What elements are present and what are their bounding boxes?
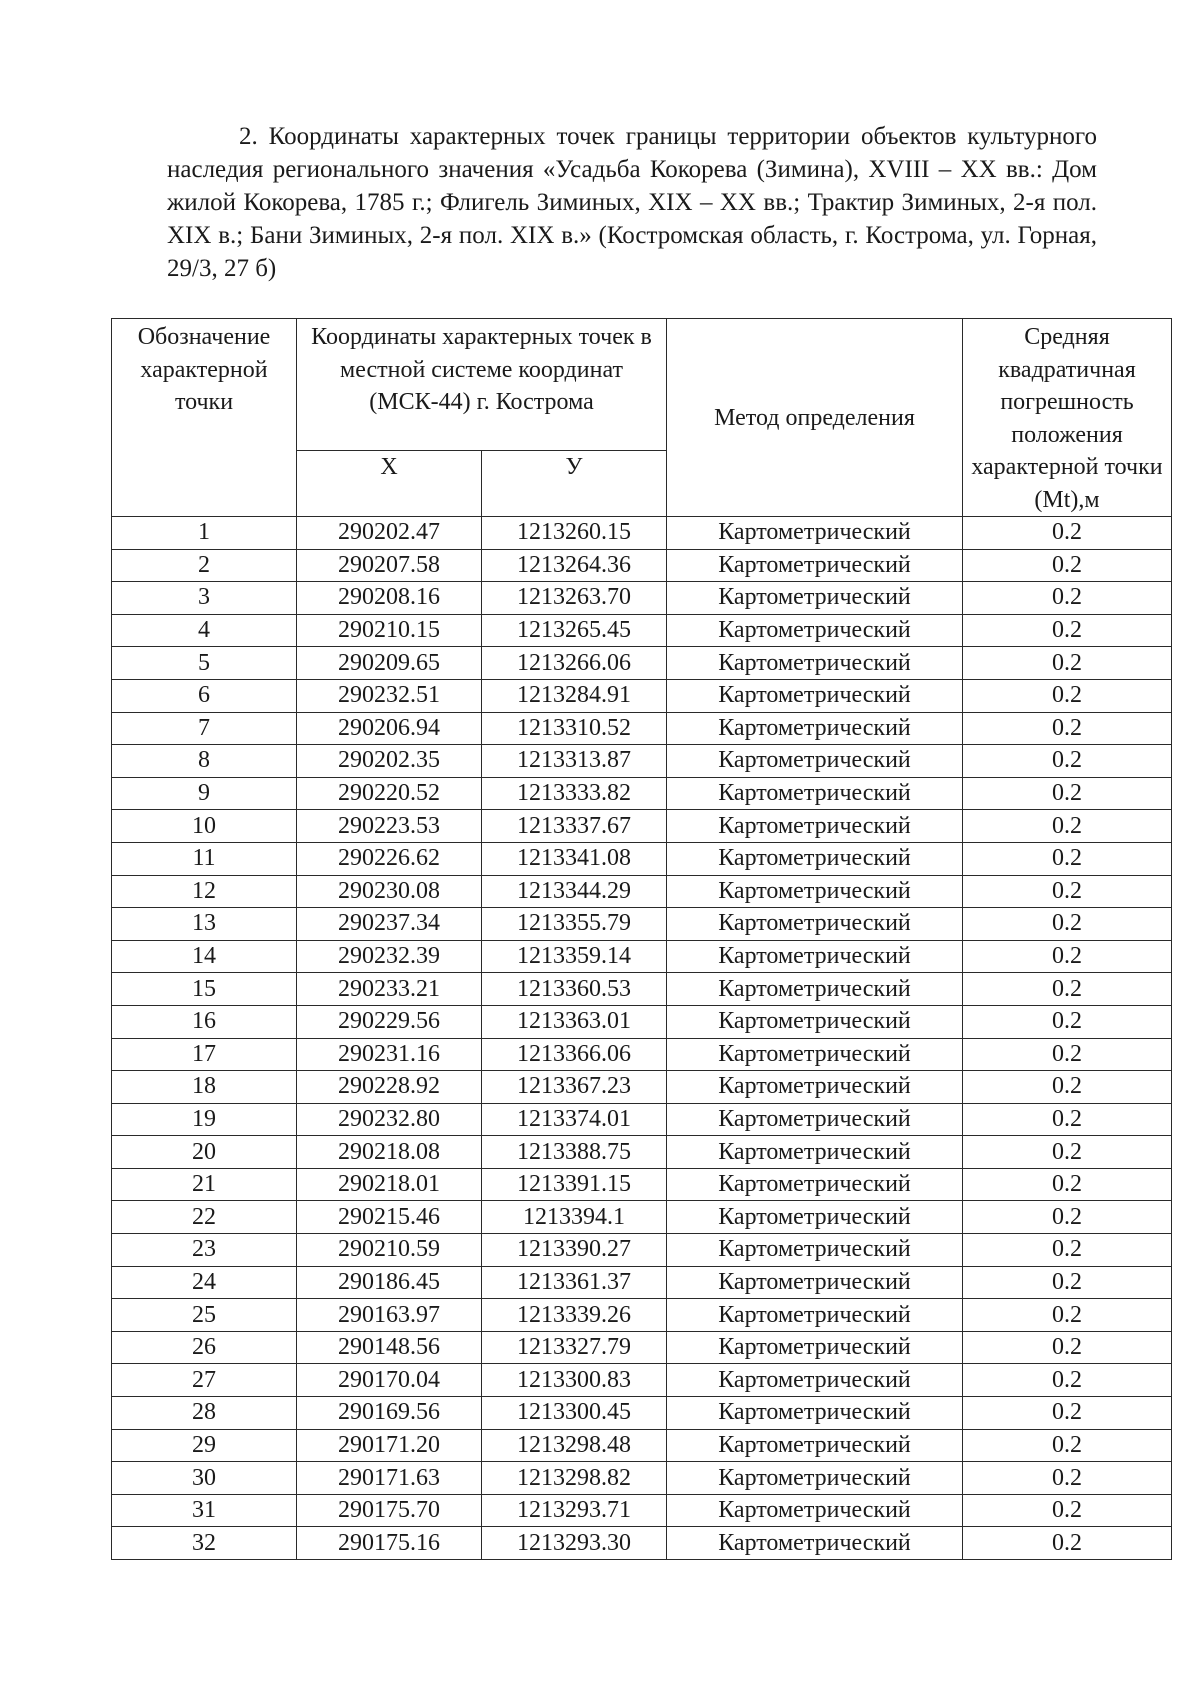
point-number-cell: 12 xyxy=(112,875,297,908)
x-coordinate-cell: 290232.80 xyxy=(297,1103,482,1136)
x-coordinate-cell: 290206.94 xyxy=(297,712,482,745)
error-cell: 0.2 xyxy=(963,1201,1172,1234)
method-cell: Картометрический xyxy=(667,745,963,778)
table-row xyxy=(112,973,1172,1006)
x-coordinate-cell: 290171.63 xyxy=(297,1462,482,1495)
method-cell: Картометрический xyxy=(667,1494,963,1527)
header-point: Обозначение характерной точки xyxy=(112,319,297,517)
x-coordinate-cell: 290230.08 xyxy=(297,875,482,908)
error-cell: 0.2 xyxy=(963,1429,1172,1462)
table-row xyxy=(112,875,1172,908)
point-number-cell: 14 xyxy=(112,940,297,973)
table-row xyxy=(112,1201,1172,1234)
point-number-cell: 4 xyxy=(112,614,297,647)
y-coordinate-cell: 1213367.23 xyxy=(482,1071,667,1104)
y-coordinate-cell: 1213310.52 xyxy=(482,712,667,745)
y-coordinate-cell: 1213333.82 xyxy=(482,777,667,810)
method-cell: Картометрический xyxy=(667,712,963,745)
y-coordinate-cell: 1213313.87 xyxy=(482,745,667,778)
x-coordinate-cell: 290229.56 xyxy=(297,1005,482,1038)
x-coordinate-cell: 290210.59 xyxy=(297,1234,482,1267)
error-cell: 0.2 xyxy=(963,582,1172,615)
y-coordinate-cell: 1213394.1 xyxy=(482,1201,667,1234)
error-cell: 0.2 xyxy=(963,1234,1172,1267)
header-method: Метод определения xyxy=(667,319,963,517)
y-coordinate-cell: 1213293.30 xyxy=(482,1527,667,1560)
y-coordinate-cell: 1213300.45 xyxy=(482,1397,667,1430)
method-cell: Картометрический xyxy=(667,549,963,582)
table-row xyxy=(112,908,1172,941)
method-cell: Картометрический xyxy=(667,940,963,973)
y-coordinate-cell: 1213391.15 xyxy=(482,1168,667,1201)
point-number-cell: 5 xyxy=(112,647,297,680)
method-cell: Картометрический xyxy=(667,1005,963,1038)
point-number-cell: 24 xyxy=(112,1266,297,1299)
point-number-cell: 28 xyxy=(112,1397,297,1430)
header-coordinates: Координаты характерных точек в местной системе координат (МСК-44) г. Кострома xyxy=(297,319,667,451)
point-number-cell: 15 xyxy=(112,973,297,1006)
error-cell: 0.2 xyxy=(963,842,1172,875)
error-cell: 0.2 xyxy=(963,1168,1172,1201)
error-cell: 0.2 xyxy=(963,517,1172,550)
y-coordinate-cell: 1213355.79 xyxy=(482,908,667,941)
x-coordinate-cell: 290215.46 xyxy=(297,1201,482,1234)
x-coordinate-cell: 290169.56 xyxy=(297,1397,482,1430)
error-cell: 0.2 xyxy=(963,1527,1172,1560)
table-row xyxy=(112,1136,1172,1169)
point-number-cell: 27 xyxy=(112,1364,297,1397)
table-row xyxy=(112,1038,1172,1071)
x-coordinate-cell: 290233.21 xyxy=(297,973,482,1006)
point-number-cell: 6 xyxy=(112,679,297,712)
method-cell: Картометрический xyxy=(667,1201,963,1234)
x-coordinate-cell: 290231.16 xyxy=(297,1038,482,1071)
point-number-cell: 1 xyxy=(112,517,297,550)
error-cell: 0.2 xyxy=(963,1462,1172,1495)
error-cell: 0.2 xyxy=(963,1136,1172,1169)
table-row xyxy=(112,647,1172,680)
y-coordinate-cell: 1213265.45 xyxy=(482,614,667,647)
y-coordinate-cell: 1213298.48 xyxy=(482,1429,667,1462)
method-cell: Картометрический xyxy=(667,1266,963,1299)
error-cell: 0.2 xyxy=(963,1071,1172,1104)
error-cell: 0.2 xyxy=(963,712,1172,745)
method-cell: Картометрический xyxy=(667,842,963,875)
coordinates-table xyxy=(111,318,1172,1560)
error-cell: 0.2 xyxy=(963,875,1172,908)
point-number-cell: 9 xyxy=(112,777,297,810)
point-number-cell: 17 xyxy=(112,1038,297,1071)
x-coordinate-cell: 290209.65 xyxy=(297,647,482,680)
y-coordinate-cell: 1213374.01 xyxy=(482,1103,667,1136)
method-cell: Картометрический xyxy=(667,973,963,1006)
point-number-cell: 30 xyxy=(112,1462,297,1495)
y-coordinate-cell: 1213293.71 xyxy=(482,1494,667,1527)
header-y: У xyxy=(482,451,667,517)
x-coordinate-cell: 290175.16 xyxy=(297,1527,482,1560)
y-coordinate-cell: 1213284.91 xyxy=(482,679,667,712)
method-cell: Картометрический xyxy=(667,517,963,550)
table-row xyxy=(112,1103,1172,1136)
table-row xyxy=(112,777,1172,810)
point-number-cell: 20 xyxy=(112,1136,297,1169)
x-coordinate-cell: 290218.08 xyxy=(297,1136,482,1169)
method-cell: Картометрический xyxy=(667,1168,963,1201)
table-row xyxy=(112,940,1172,973)
method-cell: Картометрический xyxy=(667,1364,963,1397)
method-cell: Картометрический xyxy=(667,647,963,680)
x-coordinate-cell: 290218.01 xyxy=(297,1168,482,1201)
x-coordinate-cell: 290232.51 xyxy=(297,679,482,712)
table-row xyxy=(112,1299,1172,1332)
method-cell: Картометрический xyxy=(667,908,963,941)
table-row xyxy=(112,517,1172,550)
method-cell: Картометрический xyxy=(667,614,963,647)
error-cell: 0.2 xyxy=(963,1299,1172,1332)
y-coordinate-cell: 1213260.15 xyxy=(482,517,667,550)
point-number-cell: 3 xyxy=(112,582,297,615)
table-header xyxy=(112,319,1172,517)
table-row xyxy=(112,614,1172,647)
table-row xyxy=(112,745,1172,778)
method-cell: Картометрический xyxy=(667,1038,963,1071)
error-cell: 0.2 xyxy=(963,940,1172,973)
header-error: Средняя квадратичная погрешность положения характерной точки (Mt),м xyxy=(963,319,1172,517)
error-cell: 0.2 xyxy=(963,908,1172,941)
error-cell: 0.2 xyxy=(963,745,1172,778)
point-number-cell: 18 xyxy=(112,1071,297,1104)
error-cell: 0.2 xyxy=(963,647,1172,680)
point-number-cell: 21 xyxy=(112,1168,297,1201)
y-coordinate-cell: 1213390.27 xyxy=(482,1234,667,1267)
error-cell: 0.2 xyxy=(963,614,1172,647)
y-coordinate-cell: 1213363.01 xyxy=(482,1005,667,1038)
y-coordinate-cell: 1213300.83 xyxy=(482,1364,667,1397)
method-cell: Картометрический xyxy=(667,1234,963,1267)
method-cell: Картометрический xyxy=(667,1397,963,1430)
point-number-cell: 19 xyxy=(112,1103,297,1136)
y-coordinate-cell: 1213341.08 xyxy=(482,842,667,875)
point-number-cell: 32 xyxy=(112,1527,297,1560)
error-cell: 0.2 xyxy=(963,1005,1172,1038)
intro-text: 2. Координаты характерных точек границы территории объектов культурного наследия регионального значения «Усадьба Кокорева (Зимина), XVIII – XX вв.: Дом жилой Кокорева, 1785 г.; Флигель Зиминых, XIX – XX вв.; Трактир Зиминых, 2-я пол. XIX в.; Бани Зиминых, 2-я пол. XIX в.» (Костромская область, г. Кострома, ул. Горная, 29/3, 27 б) xyxy=(167,123,1097,282)
y-coordinate-cell: 1213264.36 xyxy=(482,549,667,582)
x-coordinate-cell: 290175.70 xyxy=(297,1494,482,1527)
error-cell: 0.2 xyxy=(963,1397,1172,1430)
point-number-cell: 31 xyxy=(112,1494,297,1527)
y-coordinate-cell: 1213360.53 xyxy=(482,973,667,1006)
method-cell: Картометрический xyxy=(667,1136,963,1169)
method-cell: Картометрический xyxy=(667,1071,963,1104)
y-coordinate-cell: 1213388.75 xyxy=(482,1136,667,1169)
x-coordinate-cell: 290237.34 xyxy=(297,908,482,941)
method-cell: Картометрический xyxy=(667,1527,963,1560)
y-coordinate-cell: 1213263.70 xyxy=(482,582,667,615)
table-row xyxy=(112,679,1172,712)
method-cell: Картометрический xyxy=(667,582,963,615)
x-coordinate-cell: 290220.52 xyxy=(297,777,482,810)
table-row xyxy=(112,1527,1172,1560)
error-cell: 0.2 xyxy=(963,549,1172,582)
x-coordinate-cell: 290210.15 xyxy=(297,614,482,647)
x-coordinate-cell: 290232.39 xyxy=(297,940,482,973)
point-number-cell: 29 xyxy=(112,1429,297,1462)
table-row xyxy=(112,1364,1172,1397)
method-cell: Картометрический xyxy=(667,1299,963,1332)
y-coordinate-cell: 1213361.37 xyxy=(482,1266,667,1299)
x-coordinate-cell: 290170.04 xyxy=(297,1364,482,1397)
method-cell: Картометрический xyxy=(667,875,963,908)
y-coordinate-cell: 1213339.26 xyxy=(482,1299,667,1332)
error-cell: 0.2 xyxy=(963,1364,1172,1397)
x-coordinate-cell: 290202.35 xyxy=(297,745,482,778)
table-row xyxy=(112,842,1172,875)
y-coordinate-cell: 1213298.82 xyxy=(482,1462,667,1495)
point-number-cell: 16 xyxy=(112,1005,297,1038)
table-row xyxy=(112,1168,1172,1201)
point-number-cell: 10 xyxy=(112,810,297,843)
x-coordinate-cell: 290202.47 xyxy=(297,517,482,550)
x-coordinate-cell: 290186.45 xyxy=(297,1266,482,1299)
error-cell: 0.2 xyxy=(963,777,1172,810)
table-body xyxy=(112,517,1172,1560)
x-coordinate-cell: 290208.16 xyxy=(297,582,482,615)
method-cell: Картометрический xyxy=(667,679,963,712)
point-number-cell: 22 xyxy=(112,1201,297,1234)
x-coordinate-cell: 290171.20 xyxy=(297,1429,482,1462)
x-coordinate-cell: 290228.92 xyxy=(297,1071,482,1104)
table-row xyxy=(112,1234,1172,1267)
point-number-cell: 23 xyxy=(112,1234,297,1267)
y-coordinate-cell: 1213327.79 xyxy=(482,1331,667,1364)
error-cell: 0.2 xyxy=(963,810,1172,843)
table-row xyxy=(112,712,1172,745)
table-row xyxy=(112,1005,1172,1038)
table-row xyxy=(112,549,1172,582)
method-cell: Картометрический xyxy=(667,1429,963,1462)
table-row xyxy=(112,1494,1172,1527)
y-coordinate-cell: 1213344.29 xyxy=(482,875,667,908)
header-x: X xyxy=(297,451,482,517)
error-cell: 0.2 xyxy=(963,1266,1172,1299)
table-row xyxy=(112,1397,1172,1430)
point-number-cell: 25 xyxy=(112,1299,297,1332)
method-cell: Картометрический xyxy=(667,1331,963,1364)
x-coordinate-cell: 290226.62 xyxy=(297,842,482,875)
method-cell: Картометрический xyxy=(667,1462,963,1495)
x-coordinate-cell: 290223.53 xyxy=(297,810,482,843)
error-cell: 0.2 xyxy=(963,1331,1172,1364)
error-cell: 0.2 xyxy=(963,1103,1172,1136)
error-cell: 0.2 xyxy=(963,1494,1172,1527)
x-coordinate-cell: 290207.58 xyxy=(297,549,482,582)
y-coordinate-cell: 1213359.14 xyxy=(482,940,667,973)
table-row xyxy=(112,1071,1172,1104)
table-row xyxy=(112,1331,1172,1364)
y-coordinate-cell: 1213266.06 xyxy=(482,647,667,680)
point-number-cell: 8 xyxy=(112,745,297,778)
method-cell: Картометрический xyxy=(667,777,963,810)
method-cell: Картометрический xyxy=(667,810,963,843)
error-cell: 0.2 xyxy=(963,679,1172,712)
x-coordinate-cell: 290148.56 xyxy=(297,1331,482,1364)
error-cell: 0.2 xyxy=(963,973,1172,1006)
y-coordinate-cell: 1213337.67 xyxy=(482,810,667,843)
error-cell: 0.2 xyxy=(963,1038,1172,1071)
table-row xyxy=(112,582,1172,615)
point-number-cell: 26 xyxy=(112,1331,297,1364)
point-number-cell: 7 xyxy=(112,712,297,745)
point-number-cell: 13 xyxy=(112,908,297,941)
table-row xyxy=(112,810,1172,843)
y-coordinate-cell: 1213366.06 xyxy=(482,1038,667,1071)
point-number-cell: 2 xyxy=(112,549,297,582)
x-coordinate-cell: 290163.97 xyxy=(297,1299,482,1332)
table-row xyxy=(112,1462,1172,1495)
table-row xyxy=(112,1429,1172,1462)
method-cell: Картометрический xyxy=(667,1103,963,1136)
point-number-cell: 11 xyxy=(112,842,297,875)
intro-paragraph xyxy=(167,120,1097,285)
table-row xyxy=(112,1266,1172,1299)
